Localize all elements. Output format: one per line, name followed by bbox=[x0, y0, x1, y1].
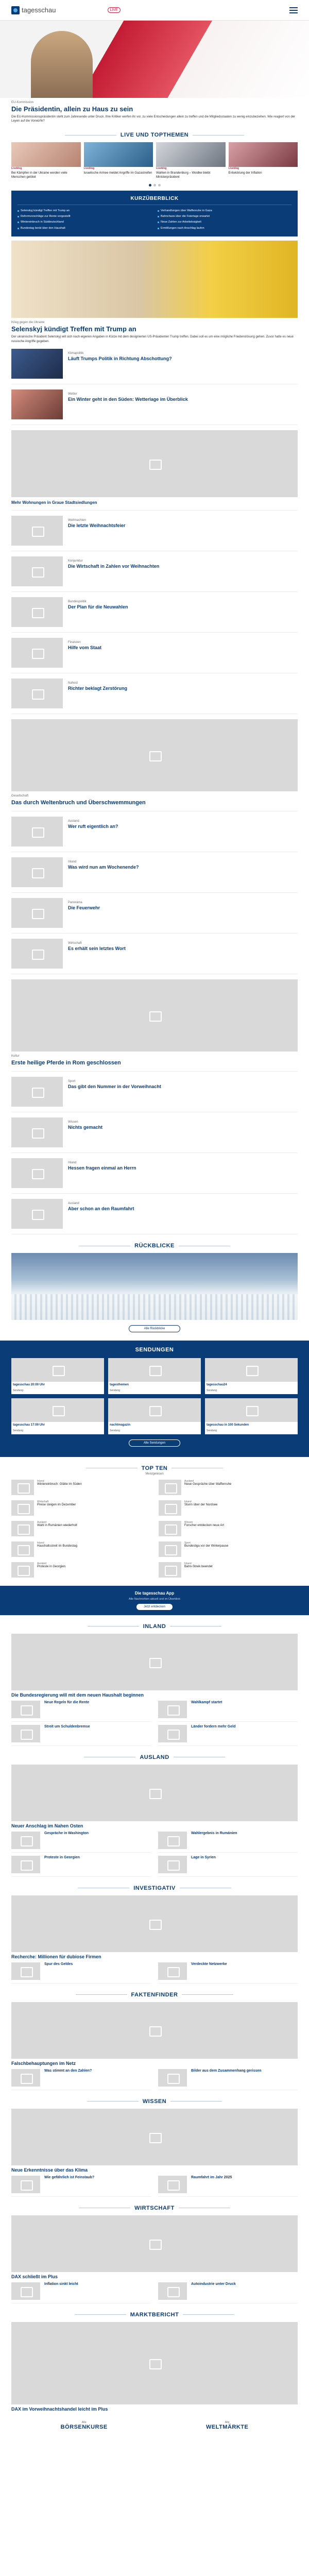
list-item[interactable]: Bundespolitik Der Plan für die Neuwahlen bbox=[11, 592, 298, 633]
ressort-lead[interactable]: Neue Erkenntnisse über das Klima bbox=[11, 2109, 298, 2173]
menu-icon[interactable] bbox=[289, 7, 298, 13]
main-story-headline[interactable]: Selenskyj kündigt Treffen mit Trump an bbox=[11, 325, 136, 333]
app-banner bbox=[0, 1586, 309, 1615]
logo-icon bbox=[11, 6, 20, 14]
topten-item[interactable]: Sport Bundesliga vor der Winterpause bbox=[159, 1541, 298, 1557]
top-bar bbox=[0, 0, 309, 21]
weltmaerkte-link[interactable]: Alle WELTMÄRKTE bbox=[205, 2420, 249, 2430]
big-teaser[interactable]: Gesellschaft Das durch Weltenbruch und Überschwemmungen bbox=[11, 714, 298, 811]
topten-item[interactable]: Inland Wintereinbruch: Glätte im Süden bbox=[11, 1480, 150, 1495]
sendungen-title: SENDUNGEN bbox=[135, 1347, 174, 1353]
sendung-card[interactable]: tagesschau 20:00 Uhr Sendung bbox=[11, 1358, 104, 1394]
sendung-card[interactable]: tagesschau in 100 Sekunden Sendung bbox=[205, 1398, 298, 1434]
main-story-teaser: Der ukrainische Präsident Selenskyj will sich nach eigenen Angaben in Kürze mit dem designierten US-Präsidenten Trump treffen. Dabei soll es um eine mögliche Friedenslösung gehen. Zuvor hatte es neue russische Angriffe gegeben. bbox=[11, 335, 294, 343]
ressort-lead[interactable]: Die Bundesregierung will mit dem neuen Haushalt beginnen bbox=[11, 1634, 298, 1698]
ressort-lead[interactable]: Neuer Anschlag im Nahen Osten bbox=[11, 1765, 298, 1828]
banner-button[interactable]: Jetzt entdecken bbox=[136, 1604, 173, 1610]
rueckblick-title: RÜCKBLICKE bbox=[11, 1243, 298, 1249]
big-teaser[interactable]: Mehr Wohnungen in Graue Stadtsiedlungen bbox=[11, 425, 298, 511]
topten-item[interactable]: Inland Sturm über der Nordsee bbox=[159, 1500, 298, 1516]
sendung-card[interactable]: tagesschau 17:00 Uhr Sendung bbox=[11, 1398, 104, 1434]
marktbericht-headline[interactable]: DAX im Vorweihnachtshandel leicht im Plus bbox=[11, 2406, 108, 2412]
marktbericht-image[interactable] bbox=[11, 2322, 298, 2404]
sendung-card[interactable]: tagesthemen Sendung bbox=[108, 1358, 201, 1394]
list-item[interactable]: Wetter Ein Winter geht in den Süden: Wetterlage im Überblick bbox=[11, 384, 298, 425]
market-links bbox=[11, 2421, 298, 2441]
carousel-dots[interactable] bbox=[11, 184, 298, 187]
sendungen-section bbox=[0, 1341, 309, 1457]
kurzueberblick-box bbox=[11, 191, 298, 237]
ressort-lead[interactable]: DAX schließt im Plus bbox=[11, 2215, 298, 2279]
ressort-item[interactable]: Wahlergebnis in Rumänien bbox=[158, 1828, 298, 1853]
hero-headline[interactable]: Die Präsidentin, allein zu Haus zu sein bbox=[11, 105, 133, 113]
topten-item[interactable]: Ausland Wahl in Rumänien wiederholt bbox=[11, 1521, 150, 1536]
hero-image[interactable] bbox=[0, 21, 309, 98]
rueckblick-image[interactable] bbox=[11, 1253, 298, 1320]
ressort-title-inland: INLAND bbox=[11, 1623, 298, 1630]
big-teaser[interactable]: Kultur Erste heilige Pferde in Rom geschlossen bbox=[11, 974, 298, 1072]
main-story-kicker: Krieg gegen die Ukraine bbox=[11, 321, 45, 325]
kurz-item[interactable]: Selenskyj kündigt Treffen mit Trump an bbox=[18, 209, 151, 213]
ressort-item[interactable]: Inflation sinkt leicht bbox=[11, 2279, 151, 2303]
live-card[interactable]: Liveblog Bei Kämpfen in der Ukraine werden viele Menschen getötet bbox=[11, 142, 81, 180]
topten-item[interactable]: Inland Haushaltsstreit im Bundestag bbox=[11, 1541, 150, 1557]
sendung-card[interactable]: nachtmagazin Sendung bbox=[108, 1398, 201, 1434]
ressort-item[interactable]: Gespräche in Washington bbox=[11, 1828, 151, 1853]
ressort-item[interactable]: Spur des Geldes bbox=[11, 1959, 151, 1984]
topten-item[interactable]: Ausland Proteste in Georgien bbox=[11, 1562, 150, 1578]
ressort-item[interactable]: Raumfahrt im Jahr 2025 bbox=[158, 2173, 298, 2197]
kurz-item[interactable]: Verhandlungen über Waffenruhe in Gaza bbox=[158, 209, 291, 213]
list-item[interactable]: Konjunktur Die Wirtschaft in Zahlen vor Weihnachten bbox=[11, 551, 298, 592]
list-item[interactable]: Sport Das gibt den Nummer in der Vorweihnacht bbox=[11, 1072, 298, 1112]
kurz-item[interactable]: Bundestag berät über den Haushalt bbox=[18, 227, 151, 230]
hero-kicker: EU-Kommission bbox=[11, 101, 34, 104]
logo[interactable] bbox=[11, 6, 56, 14]
list-item[interactable]: Wirtschaft Es erhält sein letztes Wort bbox=[11, 934, 298, 974]
ressort-title-faktenfinder: FAKTENFINDER bbox=[11, 1992, 298, 1998]
hero-teaser: Die EU-Kommissionspräsidentin steht zum Jahresende unter Druck. Ihre Kritiker werfen ihr vor, zu viele Entscheidungen allein zu treffen und die Mitgliedsstaaten zu wenig einzubeziehen. Wie reagiert von der Leyen auf die Vorwürfe? bbox=[11, 115, 296, 123]
topten-title: TOP TEN bbox=[11, 1465, 298, 1471]
live-card[interactable]: Liveblog Entwicklung der Inflation bbox=[229, 142, 298, 180]
topten-item[interactable]: Wirtschaft Preise steigen im Dezember bbox=[11, 1500, 150, 1516]
banner-text: Alle Nachrichten aktuell und im Überblick bbox=[129, 1597, 180, 1601]
live-section-title: LIVE UND TOPTHEMEN bbox=[11, 132, 298, 138]
topten-item[interactable]: Inland Bahn-Streik beendet bbox=[159, 1562, 298, 1578]
ressort-title-wissen: WISSEN bbox=[11, 2098, 298, 2105]
ressort-item[interactable]: Neue Regeln für die Rente bbox=[11, 1698, 151, 1722]
sendungen-button[interactable]: Alle Sendungen bbox=[129, 1439, 180, 1447]
live-card[interactable]: Liveblog Israelische Armee meldet Angriffe im Gazastreifen bbox=[84, 142, 153, 180]
ressort-title-ausland: AUSLAND bbox=[11, 1754, 298, 1760]
list-item[interactable]: Ausland Aber schon an den Raumfahrt bbox=[11, 1194, 298, 1234]
kurz-item[interactable]: Neue Zahlen zur Arbeitslosigkeit bbox=[158, 221, 291, 224]
kurz-item[interactable]: Wintereinbruch in Süddeutschland bbox=[18, 221, 151, 224]
ressort-item[interactable]: Bilder aus dem Zusammenhang gerissen bbox=[158, 2066, 298, 2090]
list-item[interactable]: Nahost Richter beklagt Zerstörung bbox=[11, 673, 298, 714]
kurzueberblick-title: KURZÜBERBLICK bbox=[18, 196, 291, 205]
ressort-lead[interactable]: Recherche: Millionen für dubiose Firmen bbox=[11, 1895, 298, 1959]
list-item[interactable]: Panorama Die Feuerwehr bbox=[11, 893, 298, 934]
rueckblick-button[interactable]: Alle Rückblicke bbox=[129, 1325, 180, 1332]
ressort-title-wirtschaft: WIRTSCHAFT bbox=[11, 2205, 298, 2211]
list-item[interactable]: Weihnachten Die letzte Weihnachtsfeier bbox=[11, 511, 298, 551]
live-button[interactable]: LIVE bbox=[108, 7, 121, 13]
topten-item[interactable]: Ausland Neue Gespräche über Waffenruhe bbox=[159, 1480, 298, 1495]
sendung-card[interactable]: tagesschau24 Sendung bbox=[205, 1358, 298, 1394]
banner-title: Die tagesschau App bbox=[134, 1590, 175, 1596]
ressort-item[interactable]: Wahlkampf startet bbox=[158, 1698, 298, 1722]
kurz-item[interactable]: Bahnchaos über die Feiertage erwartet bbox=[158, 215, 291, 218]
list-item[interactable]: Inland Was wird nun am Wochenende? bbox=[11, 852, 298, 893]
ressort-item[interactable]: Lage in Syrien bbox=[158, 1853, 298, 1877]
live-card[interactable]: Liveblog Wahlen in Brandenburg – Woidke bleibt Ministerpräsident bbox=[156, 142, 226, 180]
marktbericht-title: MARKTBERICHT bbox=[11, 2312, 298, 2318]
ressort-item[interactable]: Autoindustrie unter Druck bbox=[158, 2279, 298, 2303]
ressort-item[interactable]: Länder fordern mehr Geld bbox=[158, 1722, 298, 1746]
logo-text: tagesschau bbox=[22, 6, 56, 14]
list-item[interactable]: Finanzen Hilfe vom Staat bbox=[11, 633, 298, 673]
main-story-image[interactable] bbox=[11, 241, 298, 318]
ressort-item[interactable]: Streit um Schuldenbremse bbox=[11, 1722, 151, 1746]
boersenkurse-link[interactable]: Alle BÖRSENKURSE bbox=[60, 2420, 108, 2430]
ressort-lead[interactable]: Falschbehauptungen im Netz bbox=[11, 2002, 298, 2066]
list-item[interactable]: Klimapolitik Läuft Trumps Politik in Richtung Abschottung? bbox=[11, 344, 298, 384]
ressort-item[interactable]: Verdeckte Netzwerke bbox=[158, 1959, 298, 1984]
topten-subtitle: Meistgelesen bbox=[145, 1472, 164, 1476]
ressort-item[interactable]: Wie gefährlich ist Feinstaub? bbox=[11, 2173, 151, 2197]
topten-item[interactable]: Wissen Forscher entdecken neue Art bbox=[159, 1521, 298, 1536]
list-item[interactable]: Inland Hessen fragen einmal an Herrn bbox=[11, 1153, 298, 1194]
list-item[interactable]: Wissen Nichts gemacht bbox=[11, 1112, 298, 1153]
list-item[interactable]: Ausland Wer ruft eigentlich an? bbox=[11, 811, 298, 852]
live-carousel bbox=[11, 142, 298, 180]
ressort-item[interactable]: Proteste in Georgien bbox=[11, 1853, 151, 1877]
ressort-item[interactable]: Was stimmt an den Zahlen? bbox=[11, 2066, 151, 2090]
ressort-title-investigativ: INVESTIGATIV bbox=[11, 1885, 298, 1891]
kurz-item[interactable]: Ermittlungen nach Anschlag laufen bbox=[158, 227, 291, 230]
kurz-item[interactable]: Reformvorschläge zur Rente vorgestellt bbox=[18, 215, 151, 218]
